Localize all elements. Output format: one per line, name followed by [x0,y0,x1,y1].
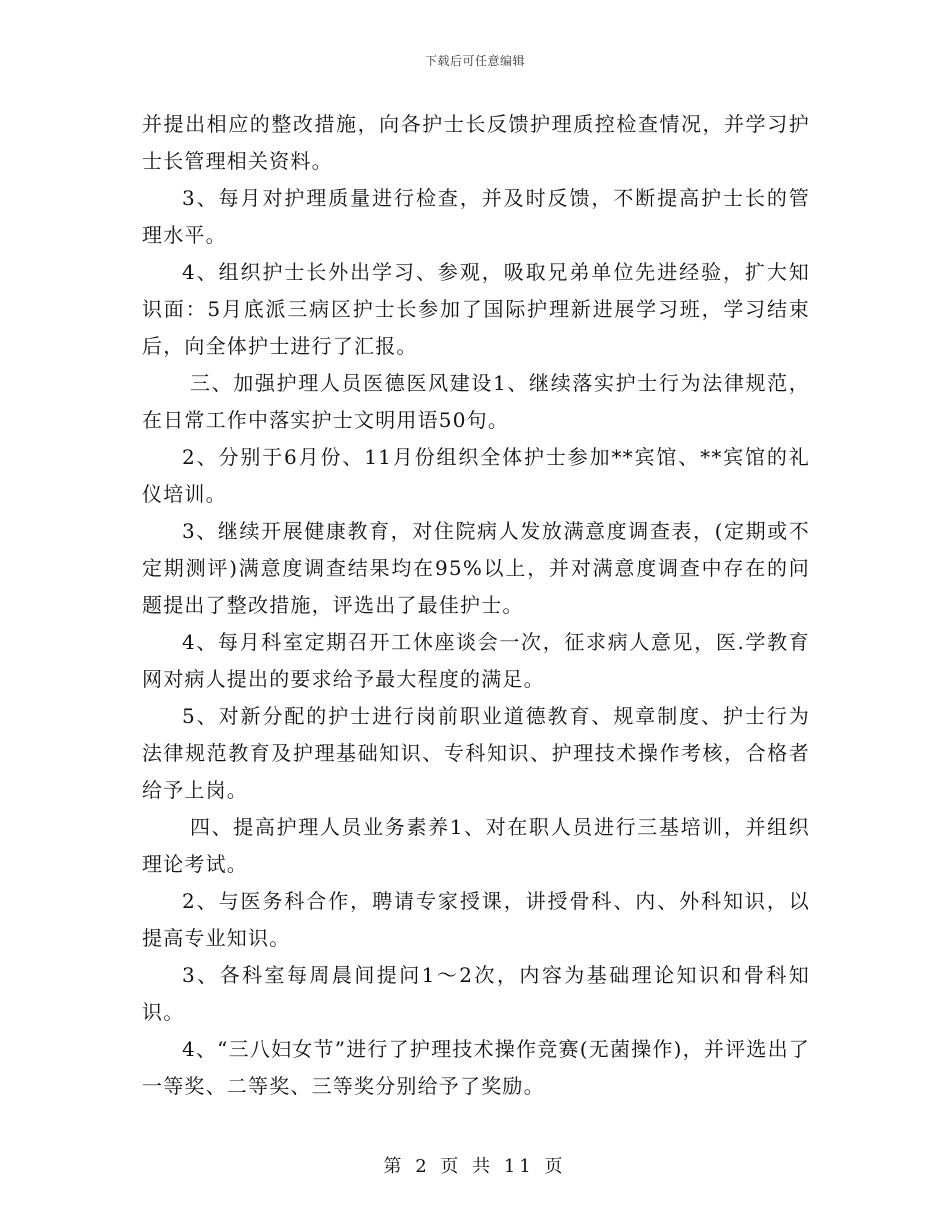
paragraph-item: 3、各科室每周晨间提问1～2次，内容为基础理论知识和骨科知识。 [142,963,810,1024]
paragraph-item: 5、对新分配的护士进行岗前职业道德教育、规章制度、护士行为法律规范教育及护理基础知识、专科知识、护理技术操作考核，合格者给予上岗。 [142,704,810,802]
paragraph-item: 2、分别于6月份、11月份组织全体护士参加**宾馆、**宾馆的礼仪培训。 [142,445,810,506]
section-heading-paragraph: 四、提高护理人员业务素养1、对在职人员进行三基培训，并组织理论考试。 [142,815,810,876]
page-header: 下载后可任意编辑 [424,54,525,68]
document-body [142,106,810,1105]
section-heading-paragraph: 三、加强护理人员医德医风建设1、继续落实护士行为法律规范，在日常工作中落实护士文明用语50句。 [142,371,810,432]
paragraph-item: 4、“三八妇女节”进行了护理技术操作竞赛(无菌操作)，并评选出了一等奖、二等奖、三等奖分别给予了奖励。 [142,1037,810,1098]
paragraph-item: 4、组织护士长外出学习、参观，吸取兄弟单位先进经验，扩大知识面：5月底派三病区护士长参加了国际护理新进展学习班，学习结束后，向全体护士进行了汇报。 [142,260,810,358]
paragraph-item: 3、继续开展健康教育，对住院病人发放满意度调查表，(定期或不定期测评)满意度调查结果均在95%以上，并对满意度调查中存在的问题提出了整改措施，评选出了最佳护士。 [142,519,810,617]
paragraph-item: 2、与医务科合作，聘请专家授课，讲授骨科、内、外科知识，以提高专业知识。 [142,889,810,950]
paragraph-item: 4、每月科室定期召开工休座谈会一次，征求病人意见，医.学教育网对病人提出的要求给予最大程度的满足。 [142,630,810,691]
paragraph-continuation: 并提出相应的整改措施，向各护士长反馈护理质控检查情况，并学习护士长管理相关资料。 [142,112,810,173]
paragraph-item: 3、每月对护理质量进行检查，并及时反馈，不断提高护士长的管理水平。 [142,186,810,247]
page-footer: 第 2 页 共 11 页 [383,1156,567,1177]
